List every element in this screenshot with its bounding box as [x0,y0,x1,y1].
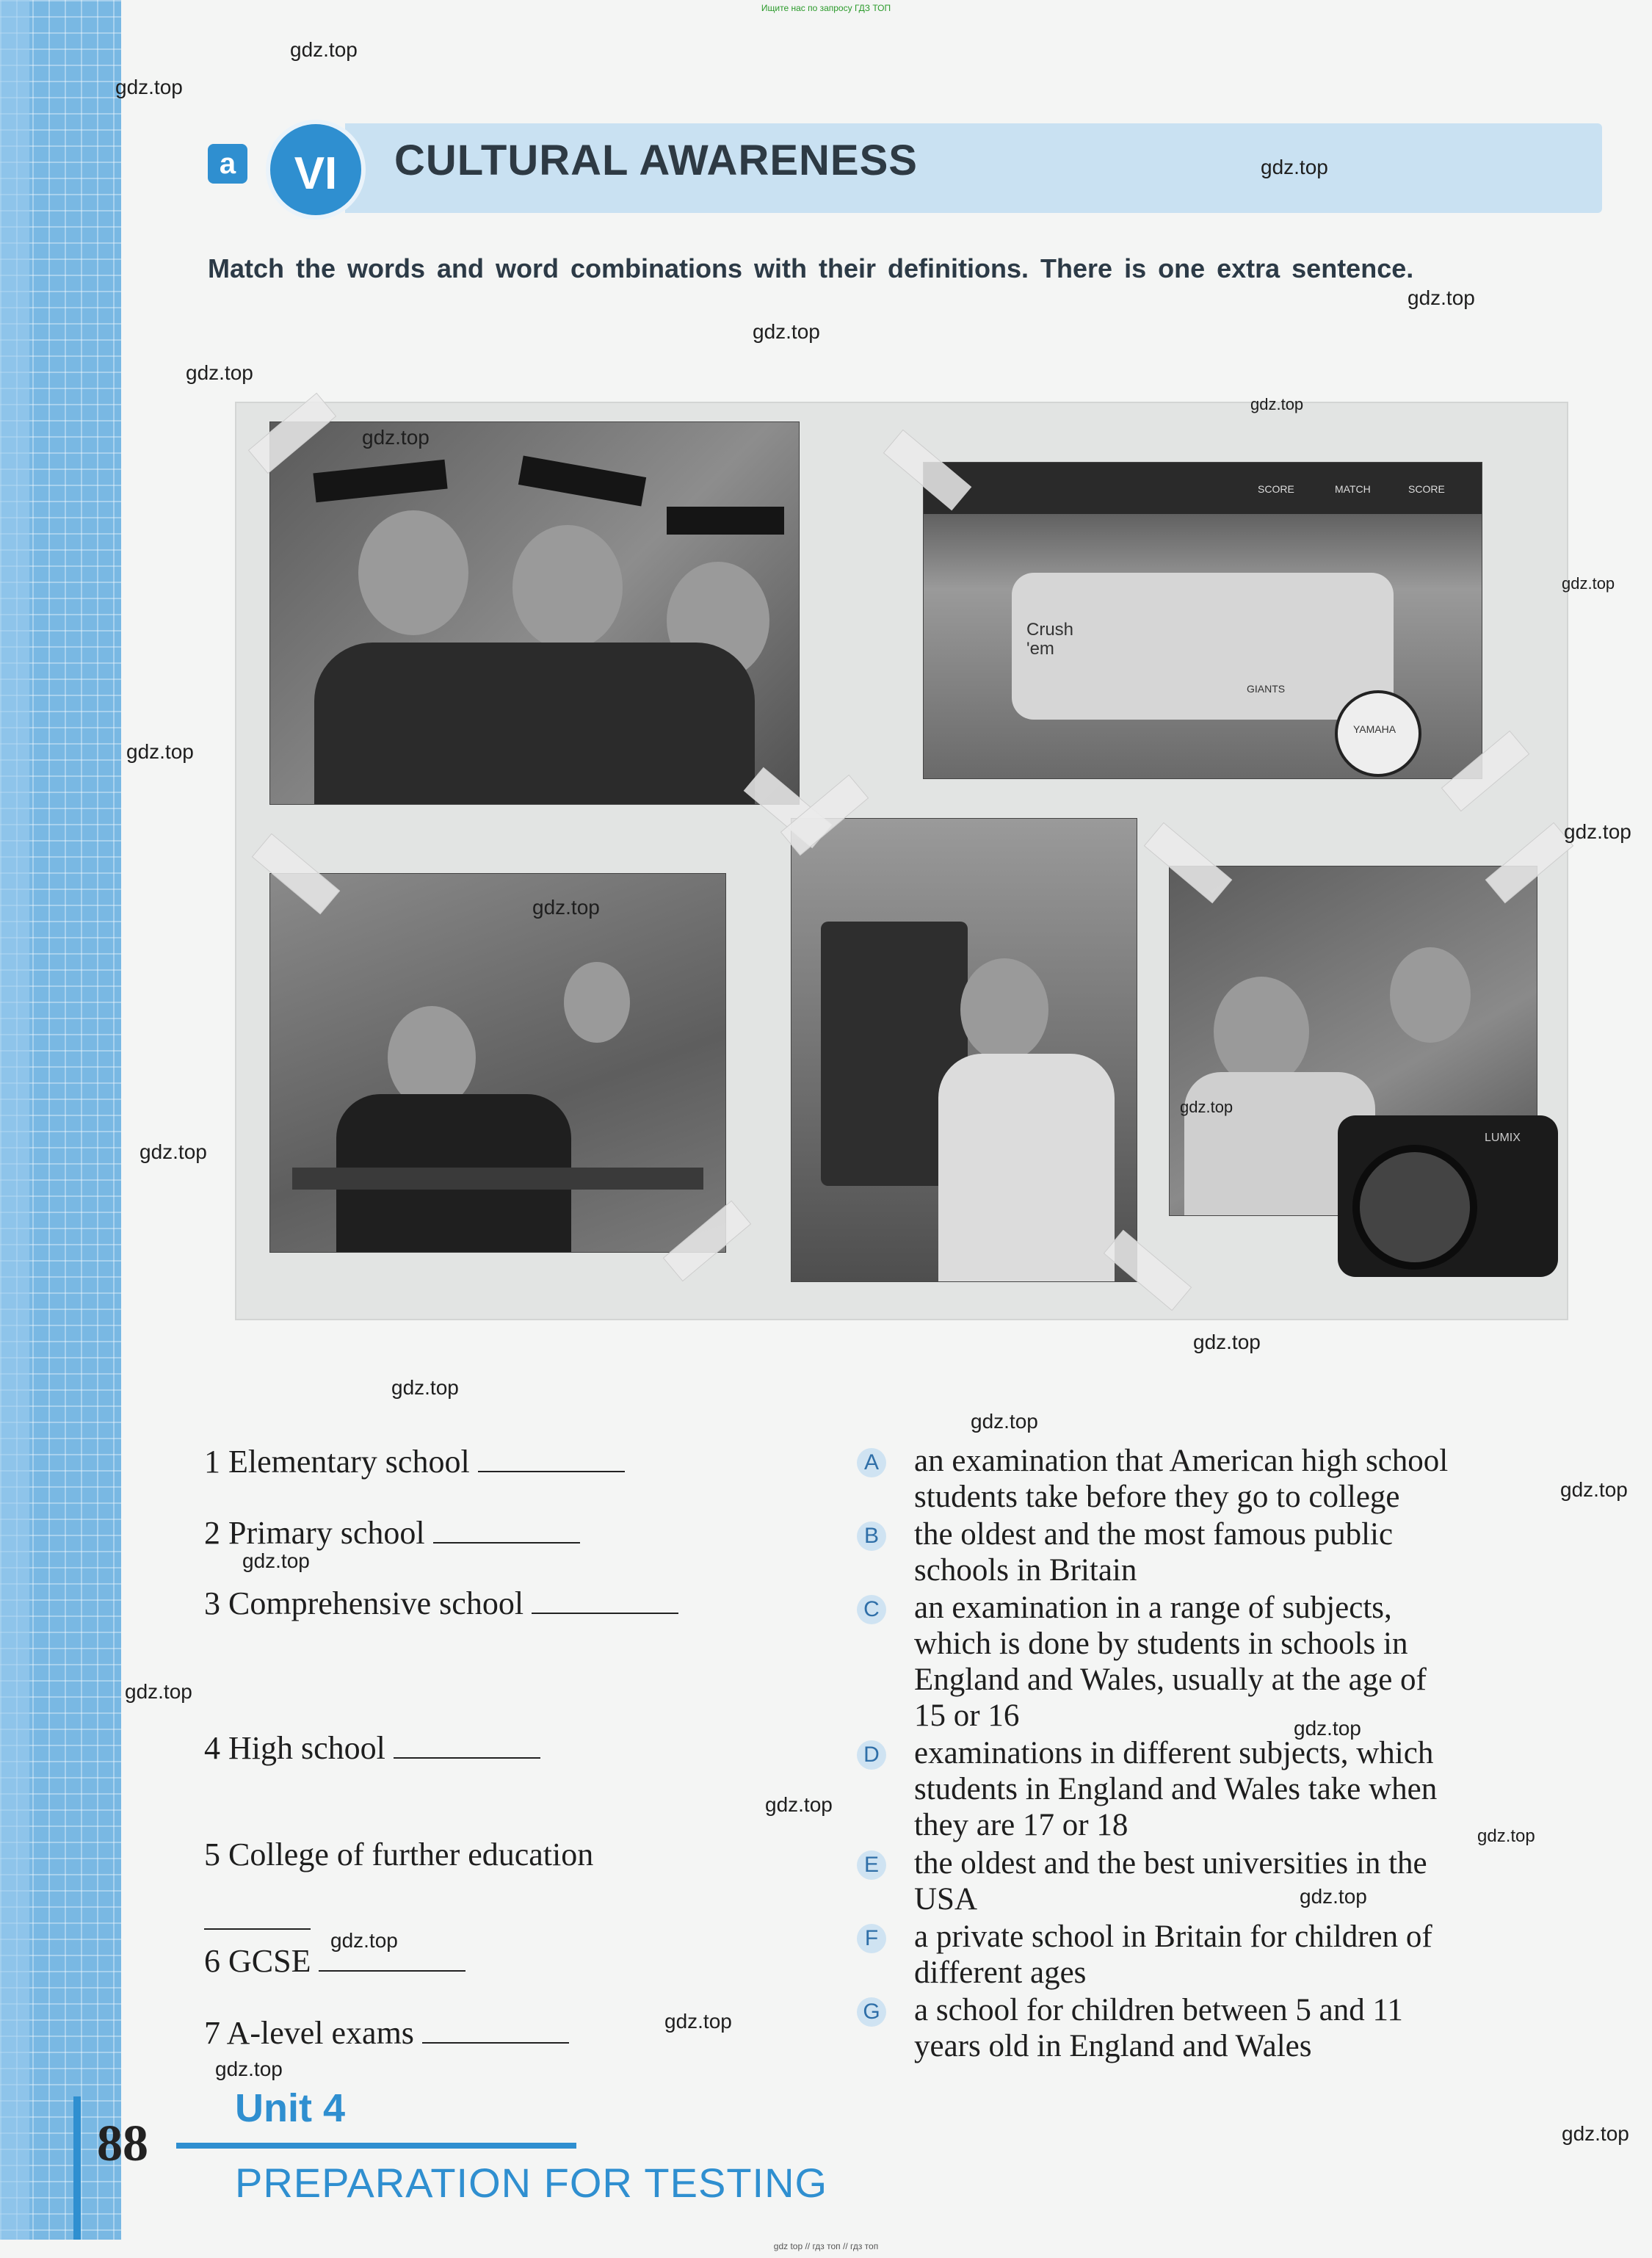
definition-letter-badge: E [857,1850,886,1880]
watermark: gdz.top [1193,1331,1261,1353]
watermark: gdz.top [290,38,358,61]
definition-f [914,1919,1601,1991]
definition-line: the oldest and the most famous public [914,1517,1394,1552]
watermark: gdz.top [1477,1826,1535,1846]
definition-c [914,1590,1601,1734]
unit-label: Unit 4 [235,2086,346,2130]
definition-line: a private school in Britain for children of [914,1919,1432,1954]
watermark: gdz.top [765,1793,833,1816]
item-number: 1 [204,1444,220,1480]
watermark: gdz.top [242,1549,310,1572]
definition-line: they are 17 or 18 [914,1808,1128,1842]
section-a-icon: a [208,144,247,184]
definition-line: a school for children between 5 and 11 [914,1993,1403,2027]
watermark: gdz.top [1564,820,1631,843]
definition-line: 15 or 16 [914,1698,1020,1733]
item-number: 3 [204,1585,220,1621]
photo-microscope-student [791,818,1137,1282]
item-number: 5 [204,1837,220,1872]
item-label: A-level exams [226,2015,414,2051]
watermark: gdz.top [1300,1885,1367,1908]
item-number: 6 [204,1943,220,1979]
watermark: gdz.top [1294,1717,1361,1740]
definition-letter-badge: C [857,1595,886,1624]
item-label: GCSE [228,1943,311,1979]
definition-b [914,1516,1601,1588]
definition-line: years old in England and Wales [914,2029,1312,2063]
definition-letter-badge: A [857,1448,886,1477]
item-number: 4 [204,1730,220,1766]
footer-rule [176,2143,576,2149]
item-label: Comprehensive school [228,1585,524,1621]
definition-line: England and Wales, usually at the age of [914,1662,1427,1697]
answer-blank[interactable] [532,1586,678,1614]
watermark: gdz.top [1408,286,1475,309]
watermark: gdz.top [215,2058,283,2080]
watermark: gdz.top [532,896,600,919]
watermark: gdz.top [115,76,183,98]
item-3 [204,1585,678,1622]
watermark: gdz.top [1261,156,1328,178]
camera-graphic [1338,1115,1558,1277]
section-title: CULTURAL AWARENESS [394,137,918,184]
watermark: gdz.top [1180,1098,1233,1116]
definition-line: students in England and Wales take when [914,1772,1438,1806]
watermark: gdz.top [971,1410,1038,1433]
definition-letter-badge: D [857,1740,886,1770]
scoreboard-label: SCORE [1408,483,1445,495]
item-label: High school [228,1730,385,1766]
item-label: Primary school [228,1515,425,1551]
scoreboard-label: MATCH [1335,483,1371,495]
item-4 [204,1729,540,1767]
definition-g [914,1992,1601,2064]
item-label: College of further education [228,1837,594,1872]
watermark: gdz.top [1562,574,1615,593]
left-margin-stripe [0,0,29,2240]
watermark: gdz.top [125,1680,192,1703]
item-number: 2 [204,1515,220,1551]
photo-graduates [269,421,800,805]
definition-e [914,1845,1601,1917]
section-number-badge: VI [266,120,366,220]
item-1 [204,1443,625,1480]
photo-classroom [269,873,726,1253]
watermark: gdz.top [664,2010,732,2033]
bottom-note: gdz top // гдз топ // гдз топ [773,2241,879,2251]
watermark: gdz.top [1562,2122,1629,2145]
item-7 [204,2014,569,2052]
watermark: gdz.top [126,740,194,763]
answer-blank[interactable] [478,1444,625,1472]
definition-a [914,1443,1601,1515]
footer-subtitle: PREPARATION FOR TESTING [235,2160,828,2206]
definition-line: different ages [914,1955,1087,1990]
definition-line: the oldest and the best universities in the [914,1846,1427,1881]
task-instruction: Match the words and word combinations with their definitions. There is one extra sentence. [208,253,1414,283]
item-label: Elementary school [228,1444,470,1480]
page-number-bar [73,2096,81,2240]
definition-letter-badge: B [857,1521,886,1551]
scoreboard-label: SCORE [1258,483,1294,495]
answer-blank[interactable] [204,1902,311,1930]
answer-blank[interactable] [422,2016,569,2044]
definition-line: an examination that American high school [914,1444,1449,1478]
definition-letter-badge: F [857,1924,886,1953]
watermark: gdz.top [140,1140,207,1163]
definition-line: which is done by students in schools in [914,1626,1408,1661]
top-note: Ищите нас по запросу ГДЗ ТОП [761,3,891,13]
watermark: gdz.top [391,1376,459,1399]
watermark: gdz.top [1560,1478,1628,1501]
fan-sign: Crush 'em [1026,620,1074,659]
definition-line: students take before they go to college [914,1480,1400,1514]
answer-blank[interactable] [433,1516,580,1544]
item-5 [204,1836,593,1873]
item-5-blank [204,1902,311,1933]
item-number: 7 [204,2015,220,2051]
page-number: 88 [97,2116,148,2172]
watermark: gdz.top [362,426,430,449]
item-2 [204,1514,580,1552]
answer-blank[interactable] [394,1731,540,1759]
definition-line: schools in Britain [914,1553,1137,1588]
watermark: gdz.top [753,320,820,343]
definition-line: USA [914,1882,978,1917]
definition-letter-badge: G [857,1997,886,2027]
drum-text: YAMAHA [1353,723,1396,735]
photo-collage [235,402,1568,1320]
camera-brand: LUMIX [1485,1132,1521,1144]
jersey-text: GIANTS [1247,683,1286,695]
watermark: gdz.top [330,1929,398,1952]
definition-line: examinations in different subjects, which [914,1736,1434,1770]
watermark: gdz.top [1250,395,1304,413]
photo-school-fans [923,462,1482,779]
definition-line: an examination in a range of subjects, [914,1591,1392,1625]
watermark: gdz.top [186,361,253,384]
